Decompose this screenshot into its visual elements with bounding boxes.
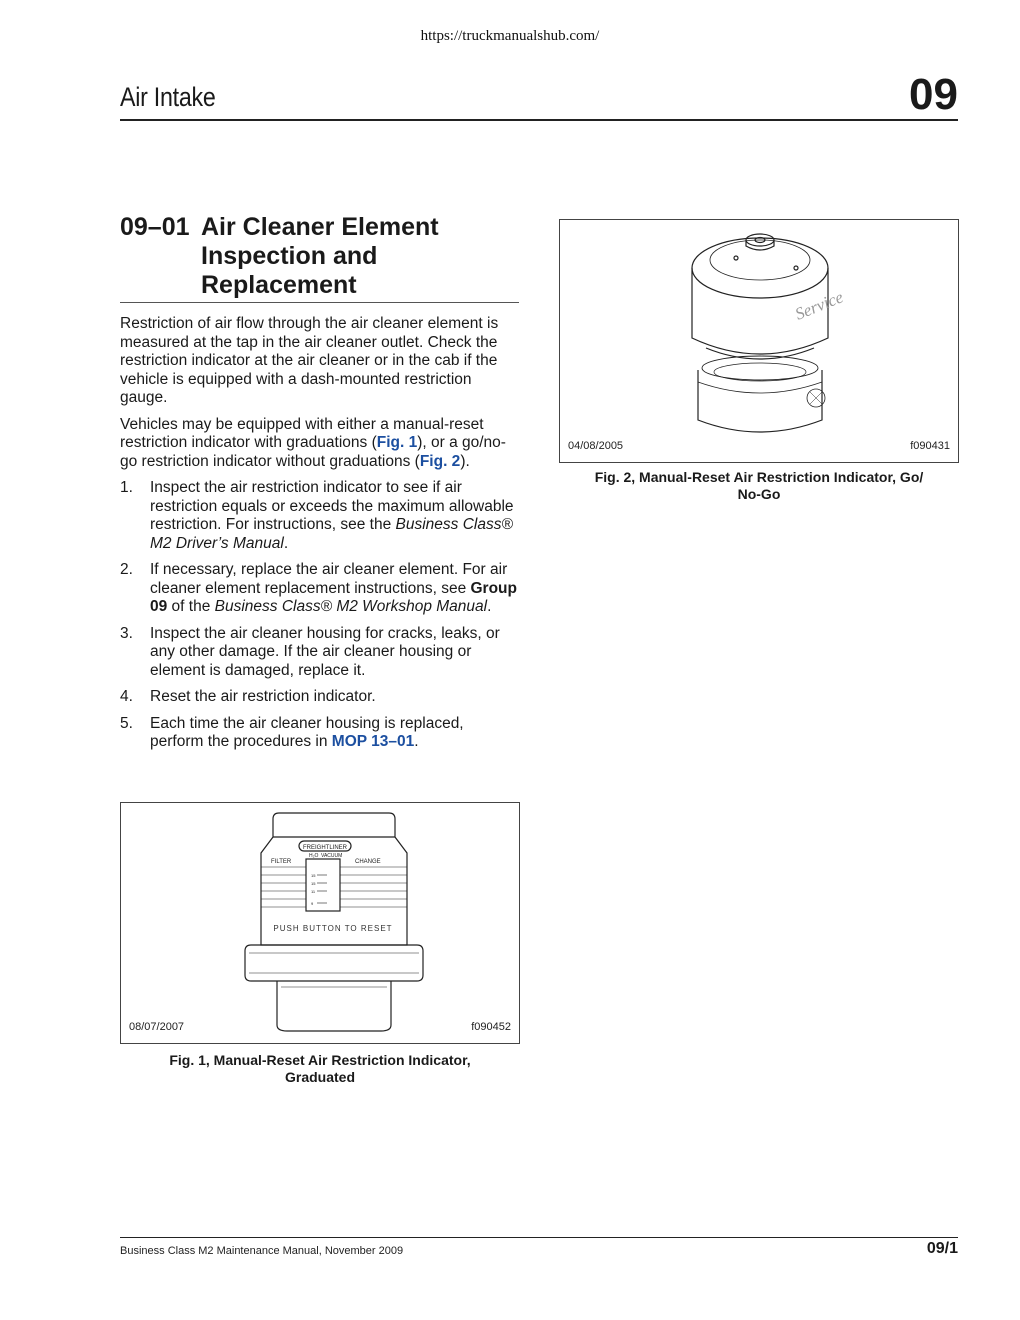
section-heading: [120, 213, 520, 300]
text-run: Each time the air cleaner housing is replaced, perform the procedures in: [150, 714, 464, 750]
mop-link[interactable]: MOP 13–01: [331, 733, 415, 750]
change-label: CHANGE: [355, 859, 381, 865]
filter-label: FILTER: [271, 859, 292, 865]
brand-label: FREIGHTLINER: [302, 845, 348, 851]
figure-code: f090452: [471, 1021, 511, 1033]
text-run: If necessary, replace the air cleaner element. For air cleaner element replacement instructions, see: [150, 561, 508, 597]
section-title-line: Replacement: [201, 271, 357, 299]
section-number: 09–01: [120, 213, 190, 241]
service-label: Service: [792, 287, 846, 324]
step-number: 2.: [120, 561, 133, 578]
step-item: [120, 715, 520, 752]
header-rule: [120, 119, 958, 121]
body-text: [120, 315, 520, 760]
text-run: .: [414, 733, 419, 750]
restriction-indicator-graduated-illustration: [121, 803, 519, 1043]
scale-value: 15: [311, 881, 316, 886]
vacuum-label: VACUUM: [321, 853, 343, 859]
step-item: [120, 625, 520, 681]
scale-value: 15: [311, 873, 316, 878]
step-number: 1.: [120, 479, 133, 496]
figure-code: f090431: [910, 440, 950, 452]
h2o-label: H₂O: [309, 853, 319, 859]
figure-date: 08/07/2007: [129, 1021, 185, 1033]
group-reference: Group 09: [150, 579, 517, 615]
step-item: [120, 688, 520, 707]
figure-2: [559, 219, 959, 463]
paragraph: [120, 416, 520, 472]
procedure-steps: [120, 479, 520, 752]
step-number: 5.: [120, 714, 133, 732]
text-run: ).: [460, 452, 470, 470]
caption-line: Graduated: [284, 1069, 355, 1085]
paragraph: Restriction of air flow through the air cleaner element is measured at the tap in the air cleaner outlet. Check the restriction indicator at the air cleaner or in the cab if the vehicle is equipped with a dash-mounted restriction gauge.: [120, 315, 499, 406]
chapter-number: 09: [909, 70, 958, 119]
chapter-title: Air Intake: [120, 82, 216, 112]
step-item: [120, 561, 520, 617]
figure-1-caption: [120, 1052, 520, 1086]
section-title: [201, 213, 520, 300]
manual-title: Business Class® M2 Workshop Manual: [214, 598, 488, 615]
text-run: .: [487, 598, 492, 615]
figure-2-caption: [559, 469, 959, 503]
fig1-link[interactable]: Fig. 1: [376, 434, 418, 451]
reset-label: PUSH BUTTON TO RESET: [273, 924, 393, 933]
caption-line: No-Go: [737, 486, 781, 502]
caption-line: Fig. 2, Manual-Reset Air Restriction Indicator, Go/: [594, 469, 924, 485]
page-number: 09/1: [926, 1240, 958, 1257]
figure-1: [120, 802, 520, 1044]
section-title-line: Air Cleaner Element: [201, 213, 439, 241]
text-run: of the: [167, 598, 215, 615]
text-run: Vehicles may be equipped with either a manual-reset restriction indicator with graduations (: [120, 415, 484, 451]
text-run: .: [283, 534, 289, 552]
manual-title: Business Class® M2 Driver’s Manual: [150, 516, 513, 552]
text-run: Reset the air restriction indicator.: [150, 688, 376, 705]
source-url: https://truckmanualshub.com/: [420, 28, 600, 44]
figure-date: 04/08/2005: [568, 440, 624, 452]
text-run: ), or a go/no-go restriction indicator without graduations (: [120, 434, 506, 470]
footer-manual-title: Business Class M2 Maintenance Manual, November 2009: [120, 1245, 404, 1257]
section-title-line: Inspection and: [201, 242, 378, 270]
step-item: [120, 479, 520, 553]
section-rule: [120, 302, 519, 303]
footer-rule: [120, 1237, 958, 1238]
scale-value: 11: [311, 889, 316, 894]
caption-line: Fig. 1, Manual-Reset Air Restriction Indicator,: [169, 1052, 471, 1068]
step-number: 3.: [120, 624, 133, 642]
text-run: Inspect the air restriction indicator to see if air restriction equals or exceeds the maximum allowable restriction. For instructions, see the: [150, 479, 514, 533]
step-number: 4.: [120, 688, 133, 705]
scale-value: 9: [311, 901, 314, 906]
text-run: Inspect the air cleaner housing for cracks, leaks, or any other damage. If the air cleaner housing or element is damaged, replace it.: [150, 624, 500, 679]
fig2-link[interactable]: Fig. 2: [419, 452, 461, 470]
restriction-indicator-go-no-go-illustration: [560, 220, 958, 462]
